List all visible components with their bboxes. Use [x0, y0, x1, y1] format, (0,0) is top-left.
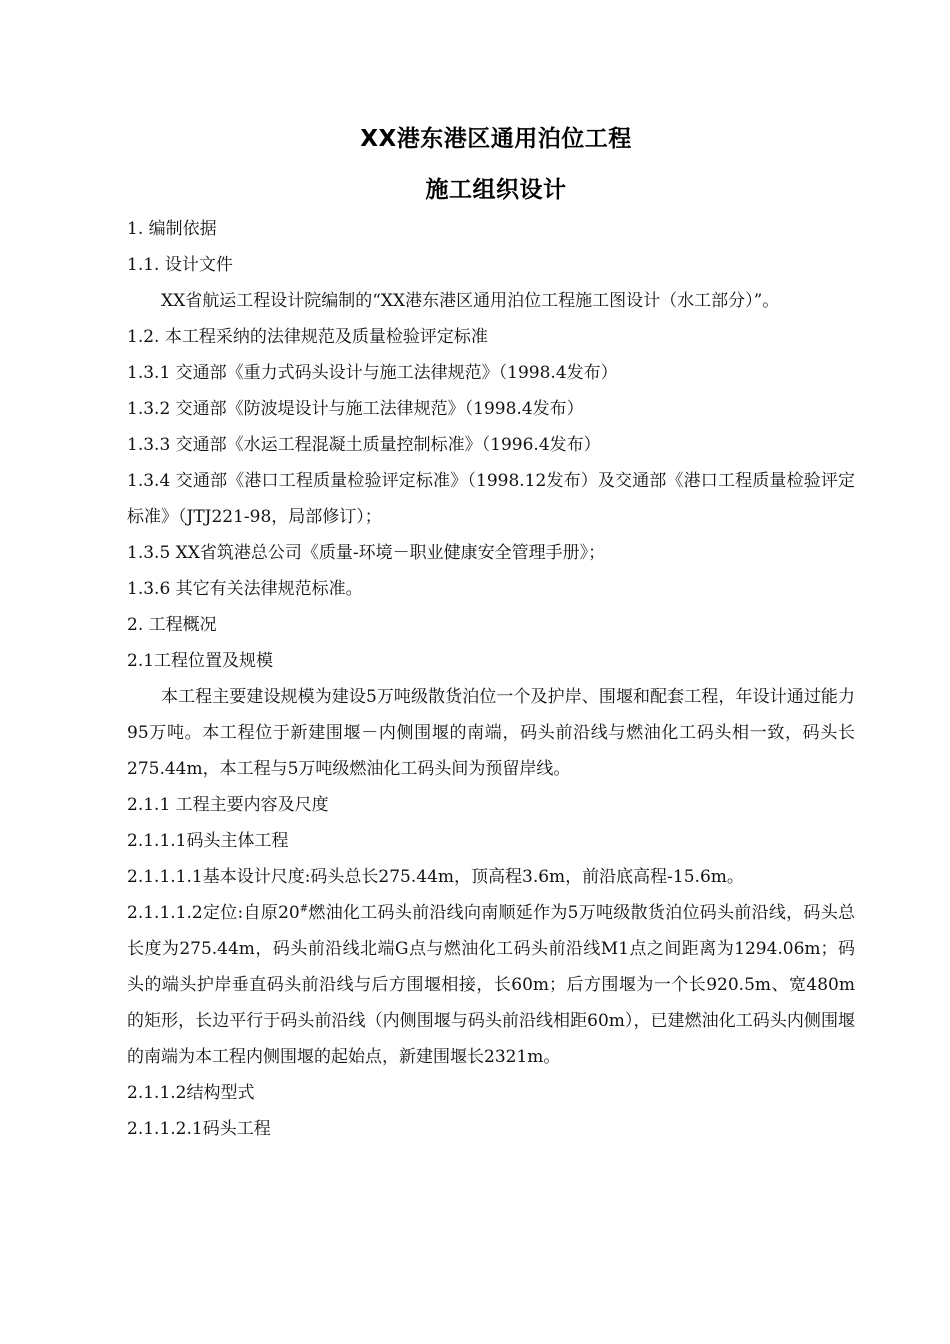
- standard-item-1-3-1: 1.3.1 交通部《重力式码头设计与施工法律规范》（1998.4发布）: [127, 363, 618, 383]
- document-title: XX港东港区通用泊位工程: [360, 126, 632, 152]
- paragraph-project-scale: 本工程主要建设规模为建设5万吨级散货泊位一个及护岸、围堰和配套工程，年设计通过能力95万吨。本工程位于新建围堰－内侧围堰的南端，码头前沿线与燃油化工码头相一致，码头长275.44m，本工程与5万吨级燃油化工码头间为预留岸线。: [127, 687, 855, 779]
- heading-2-1-1-2: 2.1.1.2结构型式: [127, 1083, 255, 1103]
- heading-2-1: 2.1工程位置及规模: [127, 651, 274, 671]
- item-2-1-1-1-2-text: 燃油化工码头前沿线向南顺延作为5万吨级散货泊位码头前沿线，码头总长度为275.44m，码头前沿线北端G点与燃油化工码头前沿线M1点之间距离为1294.06m；码头的端头护岸垂直码头前沿线与后方围堰相接，长60m；后方围堰为一个长920.5m、宽480m的矩形，长边平行于码头前沿线（内侧围堰与码头前沿线相距60m），已建燃油化工码头内侧围堰的南端为本工程内侧围堰的起始点，新建围堰长2321m。: [127, 903, 855, 1067]
- standard-item-1-3-5: 1.3.5 XX省筑港总公司《质量-环境－职业健康安全管理手册》；: [127, 543, 606, 563]
- heading-2-1-1-2-1: 2.1.1.2.1码头工程: [127, 1119, 271, 1139]
- heading-2-1-1: 2.1.1 工程主要内容及尺度: [127, 795, 329, 815]
- document-subtitle: 施工组织设计: [425, 177, 567, 203]
- item-2-1-1-1-2-prefix: 2.1.1.1.2定位:自原20: [127, 903, 300, 923]
- heading-2-1-1-1: 2.1.1.1码头主体工程: [127, 831, 289, 851]
- heading-1-2: 1.2. 本工程采纳的法律规范及质量检验评定标准: [127, 327, 488, 347]
- standard-item-1-3-6: 1.3.6 其它有关法律规范标准。: [127, 579, 363, 599]
- number-sign-superscript: #: [299, 903, 309, 915]
- paragraph-design-documents: XX省航运工程设计院编制的“XX港东港区通用泊位工程施工图设计（水工部分）”。: [161, 291, 780, 311]
- standard-item-1-3-4: 1.3.4 交通部《港口工程质量检验评定标准》（1998.12发布）及交通部《港口工程质量检验评定标准》（JTJ221-98，局部修订）；: [127, 471, 855, 527]
- standard-item-1-3-2: 1.3.2 交通部《防波堤设计与施工法律规范》（1998.4发布）: [127, 399, 584, 419]
- item-2-1-1-1-2: [127, 895, 855, 1075]
- heading-1: 1. 编制依据: [127, 219, 217, 239]
- heading-1-1: 1.1. 设计文件: [127, 255, 233, 275]
- item-2-1-1-1-1: 2.1.1.1.1基本设计尺度:码头总长275.44m，顶高程3.6m，前沿底高程-15.6m。: [127, 867, 744, 887]
- standard-item-1-3-3: 1.3.3 交通部《水运工程混凝土质量控制标准》（1996.4发布）: [127, 435, 601, 455]
- document-body: [127, 211, 855, 1147]
- heading-2: 2. 工程概况: [127, 615, 217, 635]
